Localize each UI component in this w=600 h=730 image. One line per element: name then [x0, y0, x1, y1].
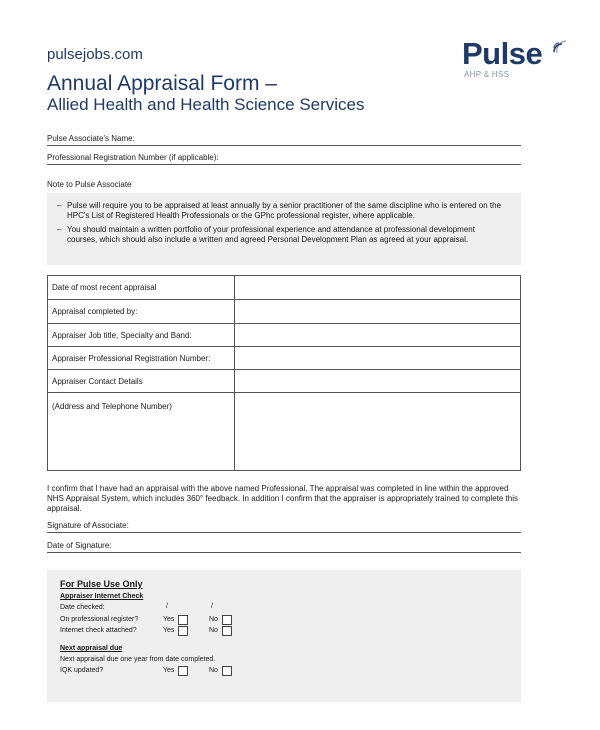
table-input-cell[interactable] — [235, 347, 521, 370]
table-row-label: Appraisal completed by: — [48, 300, 235, 324]
on-register-yes-checkbox[interactable] — [178, 615, 188, 625]
table-row-label: Appraiser Contact Details — [48, 370, 235, 393]
yes-label: Yes — [163, 667, 175, 674]
registration-number-field[interactable]: Professional Registration Number (if applicable): — [47, 153, 521, 165]
no-label: No — [209, 667, 218, 674]
note-box — [47, 193, 521, 265]
table-input-cell[interactable] — [235, 393, 521, 471]
table-row-label: (Address and Telephone Number) — [48, 393, 235, 471]
associate-signature-field[interactable]: Signature of Associate: — [47, 521, 521, 533]
internet-check-label: Internet check attached? — [60, 627, 137, 634]
table-input-cell[interactable] — [235, 370, 521, 393]
appraisal-details-table — [47, 275, 521, 471]
confirmation-statement: I confirm that I have had an appraisal with the above named Professional. The appraisal was completed in line within the approved NHS Appraisal System, which includes 360° feedback. In addition I confirm that the appraiser is appropriately trained to complete this appraisal. — [47, 484, 518, 513]
logo-wordmark: Pulse — [462, 36, 543, 71]
table-row-label: Appraiser Job title, Specialty and Band: — [48, 324, 235, 347]
iqk-yes-checkbox[interactable] — [178, 666, 188, 676]
site-url: pulsejobs.com — [47, 46, 143, 63]
form-title-line1: Annual Appraisal Form – — [47, 72, 277, 95]
table-input-cell[interactable] — [235, 276, 521, 300]
table-row-label: Appraiser Professional Registration Number: — [48, 347, 235, 370]
no-label: No — [209, 627, 218, 634]
date-separator: / — [166, 603, 168, 610]
form-title-line2: Allied Health and Health Science Services — [47, 95, 365, 114]
table-input-cell[interactable] — [235, 300, 521, 324]
associate-name-field[interactable]: Pulse Associate's Name: — [47, 134, 521, 146]
on-register-no-checkbox[interactable] — [222, 615, 232, 625]
date-checked-label: Date checked: — [60, 604, 105, 611]
internet-check-yes-checkbox[interactable] — [178, 626, 188, 636]
pulse-use-title: For Pulse Use Only — [60, 579, 143, 589]
logo-subtitle: AHP & HSS — [464, 70, 510, 79]
yes-label: Yes — [163, 616, 175, 623]
table-row-label: Date of most recent appraisal — [48, 276, 235, 300]
internet-check-no-checkbox[interactable] — [222, 626, 232, 636]
iqk-label: IQK updated? — [60, 667, 104, 674]
next-appraisal-text: Next appraisal due one year from date completed. — [60, 656, 216, 663]
table-input-cell[interactable] — [235, 324, 521, 347]
yes-label: Yes — [163, 627, 175, 634]
signature-date-field[interactable]: Date of Signature: — [47, 541, 521, 553]
note-bullet: – Pulse will require you to be appraised at least annually by a senior practitioner of the same discipline who is entered on the HPC's List of Registered Health Professionals or the GPhc professional register, where applicable. — [57, 201, 502, 220]
no-label: No — [209, 616, 218, 623]
date-separator: / — [211, 603, 213, 610]
iqk-no-checkbox[interactable] — [222, 666, 232, 676]
note-heading: Note to Pulse Associate — [47, 180, 132, 189]
internet-check-heading: Appraiser Internet Check — [60, 593, 144, 600]
next-appraisal-heading: Next appraisal due — [60, 645, 123, 652]
wave-icon — [552, 38, 568, 54]
on-register-label: On professional register? — [60, 616, 139, 623]
note-bullet: – You should maintain a written portfolio of your professional experience and attendance at professional development courses, which should also include a written and agreed Personal Development Plan as agreed at your appraisal. — [57, 225, 475, 244]
pulse-use-box — [47, 570, 521, 702]
pulse-logo — [462, 36, 543, 79]
